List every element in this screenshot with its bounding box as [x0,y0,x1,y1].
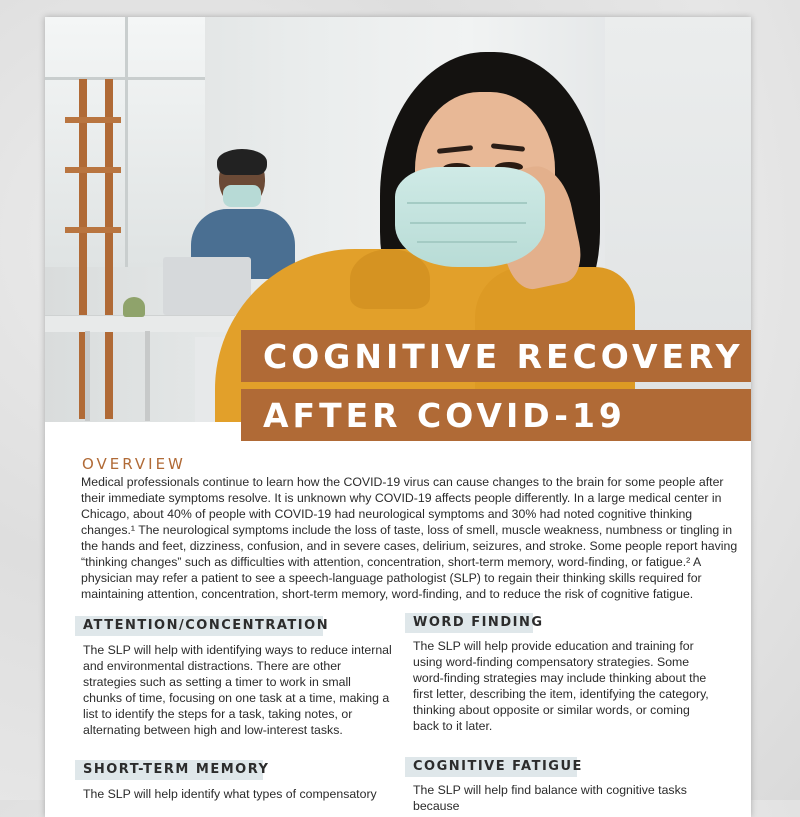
title-line-1: COGNITIVE RECOVERY [241,330,751,382]
title-line-2: AFTER COVID-19 [241,389,751,441]
attention-text: The SLP will help with identifying ways to reduce internal and environmental distractions. There are other strategies such as setting a timer to work in small chunks of time, focusing on one task at a time, making a list to identify the steps for a task, taking notes, or alternating between high and low-interest tasks. [83,643,392,737]
short-term-memory-text: The SLP will help identify what types of compensatory [83,787,377,801]
attention-heading: ATTENTION/CONCENTRATION [75,616,323,636]
word-finding-heading: WORD FINDING [405,613,533,633]
cognitive-fatigue-text: The SLP will help find balance with cognitive tasks because [413,783,687,813]
short-term-memory-heading: SHORT-TERM MEMORY [75,760,263,780]
handout-page [45,17,751,817]
word-finding-text: The SLP will help provide education and training for using word-finding compensatory strategies. Some word-finding strategies may include thinking about the first letter, describing the item, identifying the category, thinking about opposite or similar words, or coming back to it later. [413,639,709,733]
face-mask [395,167,545,267]
overview-text: Medical professionals continue to learn how the COVID-19 virus can cause changes to the brain for some people after their immediate symptoms resolve. It is unknown why COVID-19 affects people differently. In a large medical center in Chicago, about 40% of people with COVID-19 had neurological symptoms and 30% had noted cognitive thinking changes.¹ The neurological symptoms include the loss of taste, loss of smell, muscle weakness, numbness or tingling in the hands and feet, dizziness, confusion, and in severe cases, delirium, seizures, and stroke. Some people report having “thinking changes” such as difficulties with attention, concentration, short-term memory, word-finding, or fatigue.² A physician may refer a patient to see a speech-language pathologist (SLP) to regain their thinking skills required for maintaining attention, concentration, short-term memory, word-finding, and to reduce the risk of cognitive fatigue. [81,475,738,601]
cognitive-fatigue-heading: COGNITIVE FATIGUE [405,757,577,777]
overview-heading: OVERVIEW [82,455,186,473]
